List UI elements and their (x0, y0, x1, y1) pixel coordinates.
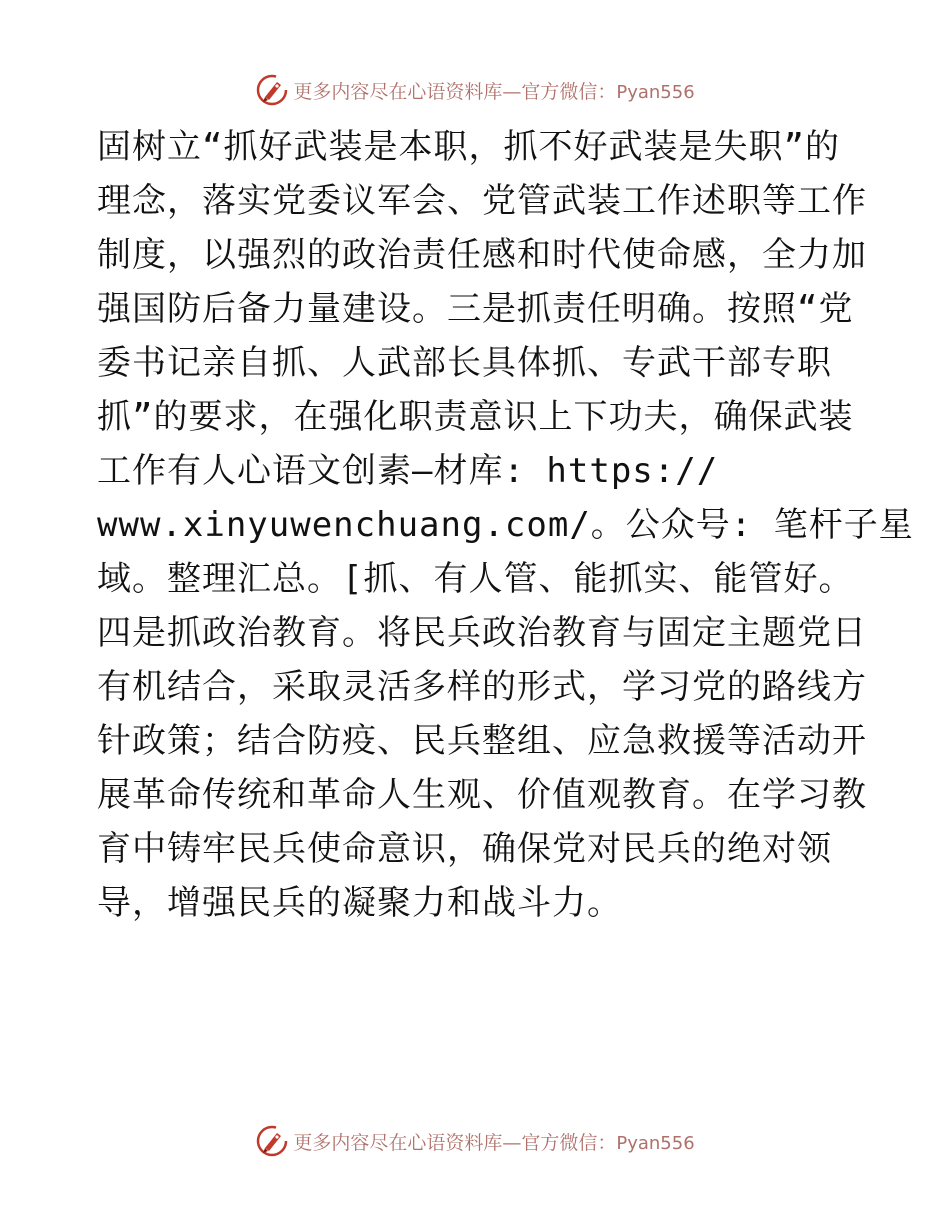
header-text (293, 77, 694, 104)
footer-dash: — (502, 1131, 522, 1154)
body-line: 委书记亲自抓、人武部长具体抓、专武干部专职 (97, 343, 832, 383)
pen-nib-logo-icon (255, 73, 289, 107)
body-line: 制度，以强烈的政治责任感和时代使命感，全力加 (97, 235, 867, 275)
footer-wechat-label: 官方微信： (521, 1131, 617, 1154)
body-line: 展革命传统和革命人生观、价值观教育。在学习教 (97, 775, 867, 815)
body-line: 四是抓政治教育。将民兵政治教育与固定主题党日 (97, 613, 867, 653)
body-line: 针政策；结合防疫、民兵整组、应急救援等活动开 (97, 721, 867, 761)
header-site-name: 更多内容尽在心语资料库 (293, 80, 503, 103)
header-wechat-label: 官方微信： (521, 80, 617, 103)
header-wechat-id: Pyan556 (616, 81, 695, 103)
body-line: 强国防后备力量建设。三是抓责任明确。按照“党 (97, 289, 854, 329)
body-line: 工作有人心语文创素—材库: https:// (97, 451, 719, 491)
body-line: 理念，落实党委议军会、党管武装工作述职等工作 (97, 181, 867, 221)
footer-banner (0, 1121, 950, 1161)
body-line: 固树立“抓好武装是本职，抓不好武装是失职”的 (97, 127, 840, 167)
body-line: www.xinyuwenchuang.com/。公众号: 笔杆子星 (97, 505, 914, 545)
body-line: 育中铸牢民兵使命意识，确保党对民兵的绝对领 (97, 829, 832, 869)
footer-site-name: 更多内容尽在心语资料库 (293, 1131, 503, 1154)
body-line: 域。整理汇总。[抓、有人管、能抓实、能管好。 (97, 559, 854, 599)
header-banner (0, 70, 950, 110)
footer-text (293, 1128, 694, 1155)
body-line: 抓”的要求，在强化职责意识上下功夫，确保武装 (97, 397, 854, 437)
footer-wechat-id: Pyan556 (616, 1132, 695, 1154)
body-line: 有机结合，采取灵活多样的形式，学习党的路线方 (97, 667, 867, 707)
document-body (97, 120, 914, 930)
pen-nib-logo-icon (255, 1124, 289, 1158)
body-line: 导，增强民兵的凝聚力和战斗力。 (97, 883, 622, 923)
header-dash: — (502, 80, 522, 103)
